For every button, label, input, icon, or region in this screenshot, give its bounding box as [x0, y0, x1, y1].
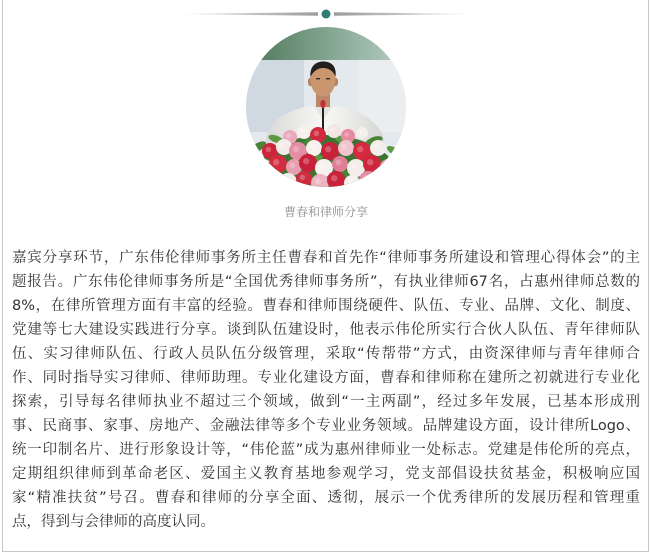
section-divider: [0, 0, 652, 28]
article-line: 定期组织律师到革命老区、爱国主义教育基地参观学习，党支部倡设扶贫基金，积极响应国: [12, 466, 640, 482]
article-line: 题报告。广东伟伦律师事务所是“全国优秀律师事务所”，有执业律师67名，占惠州律师总数的: [12, 274, 640, 290]
flower-highlight: [344, 132, 349, 137]
stage-backdrop: [246, 27, 406, 60]
divider-line-right: [334, 12, 474, 16]
article-line: 家“精准扶贫”号召。曹春和律师的分享全面、透彻，展示一个优秀律所的发展历程和管理重: [12, 490, 640, 506]
divider-dot: [322, 10, 331, 19]
flower: [376, 174, 392, 187]
photo-content: [246, 27, 406, 187]
flower-highlight: [286, 133, 291, 138]
flower-highlight: [374, 144, 380, 150]
article-line: 伍、实习律师队伍、行政人员队伍分级管理，采取“传帮带”方式，由资深律师与青年律师合: [12, 346, 640, 362]
flower: [380, 159, 396, 175]
article-line: 统一印制名片、进行形象设计等，“伟伦蓝”成为惠州律师业一处标志。党建是伟伦所的亮点，: [12, 442, 640, 458]
article-line: 探索，引导每名律师执业不超过三个领域，做到“一主两副”，经过多年发展，已基本形成刑: [12, 394, 640, 410]
flower-highlight: [315, 178, 321, 184]
flower-highlight: [348, 179, 354, 185]
flower-highlight: [357, 146, 363, 152]
flower-highlight: [336, 160, 342, 166]
flower-highlight: [283, 177, 289, 183]
flower-highlight: [300, 175, 306, 181]
flower-highlight: [330, 127, 335, 132]
leaf: [257, 168, 274, 179]
flower-highlight: [331, 175, 337, 181]
flower-highlight: [303, 158, 309, 164]
photo-caption: 曹春和律师分享: [283, 205, 368, 219]
flower: [264, 172, 280, 187]
microphone: [320, 100, 325, 108]
flower-highlight: [273, 159, 279, 165]
flower-highlight: [314, 131, 320, 137]
flower-highlight: [325, 146, 331, 152]
flower-highlight: [367, 159, 373, 165]
flower-highlight: [359, 130, 363, 134]
article-line: 事、民商事、家事、房地产、金融法律等多个专业业务领域。品牌建设方面，设计律所Logo、: [12, 418, 640, 434]
speaker-photo: [246, 27, 406, 187]
flower-highlight: [290, 163, 296, 169]
article-line: 点，得到与会律师的高度认同。: [12, 514, 215, 530]
divider-line-left: [178, 12, 318, 16]
flower-highlight: [319, 163, 325, 169]
article-line: 嘉宾分享环节，广东伟伦律师事务所主任曹春和首先作“律师事务所建设和管理心得体会”的主: [12, 250, 640, 266]
article-line: 8%，在律所管理方面有丰富的经验。曹春和律师围绕硬件、队伍、专业、品牌、文化、制度、: [12, 298, 640, 314]
flower-highlight: [293, 146, 299, 152]
flower-highlight: [363, 175, 369, 181]
article-line: 作、同时指导实习律师、律师助理。专业化建设方面，曹春和律师称在建所之初就进行专业化: [12, 370, 640, 386]
flower-highlight: [380, 178, 386, 184]
flower-highlight: [300, 128, 305, 133]
flower-highlight: [280, 143, 286, 149]
flower-highlight: [266, 147, 272, 153]
flower-highlight: [310, 144, 316, 150]
article-body: [12, 246, 640, 534]
speaker-eye-right: [326, 78, 330, 79]
flower-highlight: [268, 176, 274, 182]
speaker-eye-left: [316, 78, 320, 79]
article-line: 党建等七大建设实践进行分享。谈到队伍建设时，他表示伟伦所实行合伙人队伍、青年律师队: [12, 322, 640, 338]
flower-highlight: [384, 163, 390, 169]
flower-highlight: [342, 144, 348, 150]
flower-highlight: [260, 163, 266, 169]
flower-highlight: [351, 163, 357, 169]
